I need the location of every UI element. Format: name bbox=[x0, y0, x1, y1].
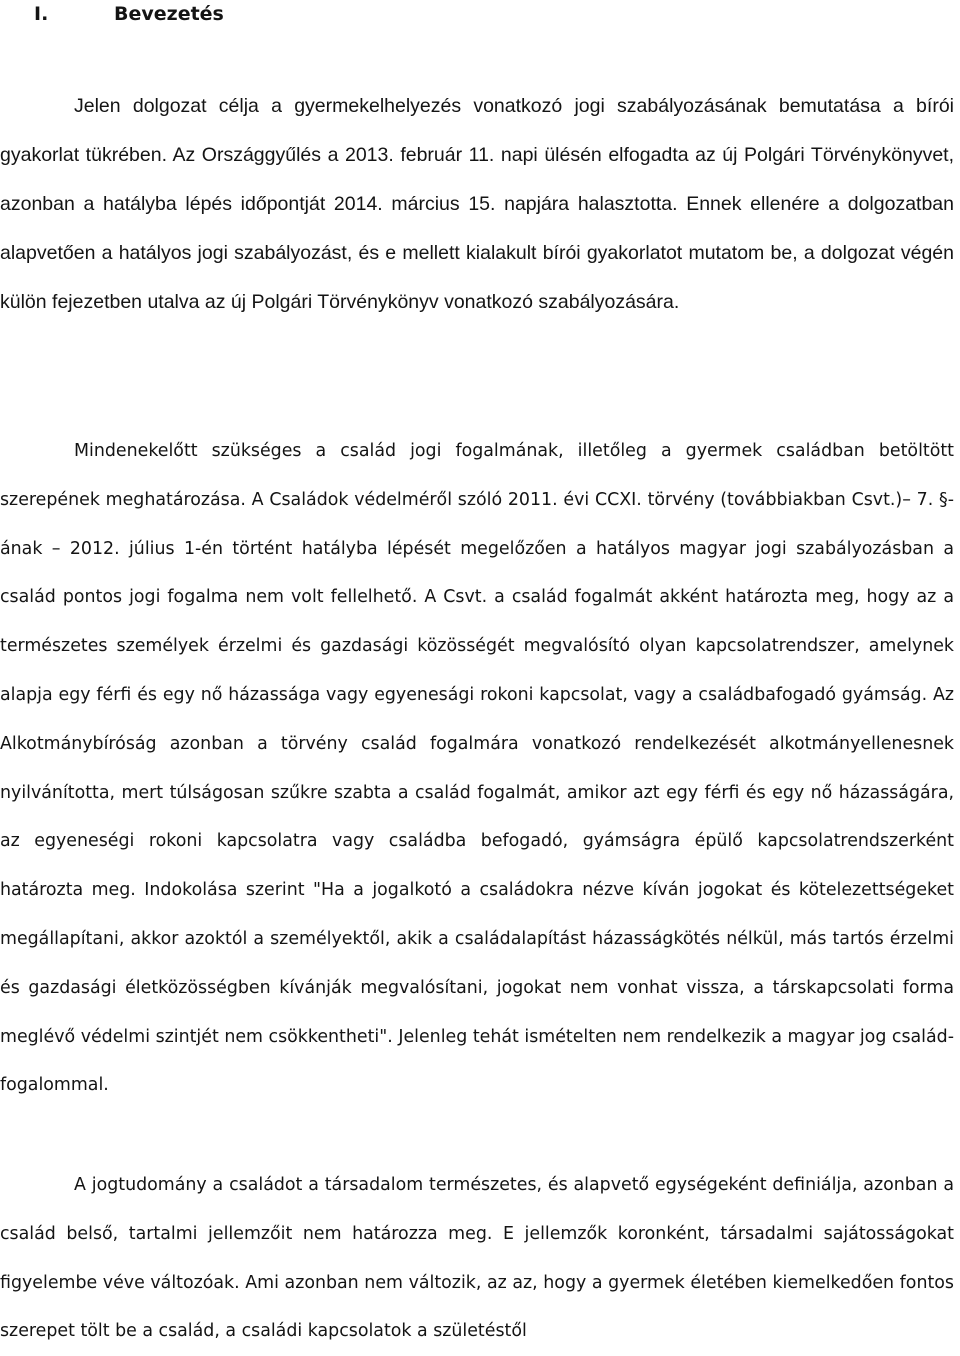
paragraph-text: Mindenekelőtt szükséges a család jogi fogalmának, illetőleg a gyermek családban betöltött szerepének meghatározása. A Családok védelméről szóló 2011. évi CCXI. törvény (továbbiakban Csvt.)– 7. §-ának – 2012. július 1-én történt hatályba lépését megelőzően a hatályos magyar jogi szabályozásban a család pontos jogi fogalma nem volt fellelhető. A Csvt. a család fogalmát akként határozta meg, hogy az a természetes személyek érzelmi és gazdasági közösségét megvalósító olyan kapcsolatrendszer, amelynek alapja egy férfi és egy nő házassága vagy egyenesági rokoni kapcsolat, vagy a családbafogadó gyámság. Az Alkotmánybíróság azonban a törvény család fogalmára vonatkozó rendelkezését alkotmányellenesnek nyilvánította, mert túlságosan szűkre szabta a család fogalmát, amikor azt egy férfi és egy nő házasságára, az egyeneségi rokoni kapcsolatra vagy családba befogadó, gyámságra épülő kapcsolatrendszerként határozta meg. Indokolása szerint "Ha a jogalkotó a családokra nézve kíván jogokat és kötelezettségeket megállapítani, akkor azoktól a személyektől, akik a családalapítást házasságkötés nélkül, más tartós érzelmi és gazdasági életközösségben kívánják megvalósítani, jogokat nem vonhat vissza, a társkapcsolati forma meglévő védelmi szintjét nem csökkentheti". Jelenleg tehát ismételten nem rendelkezik a magyar jog család-fogalommal. bbox=[0, 441, 954, 1096]
section-heading bbox=[0, 0, 960, 34]
paragraph-jurisprudence bbox=[0, 1161, 954, 1356]
section-number: I. bbox=[34, 3, 49, 25]
paragraph-family-definition bbox=[0, 427, 954, 1110]
paragraph-intro bbox=[0, 82, 954, 327]
section-title: Bevezetés bbox=[114, 3, 224, 25]
paragraph-text: Jelen dolgozat célja a gyermekelhelyezés vonatkozó jogi szabályozásának bemutatása a bírói gyakorlat tükrében. Az Országgyűlés a 2013. február 11. napi ülésén elfogadta az új Polgári Törvénykönyvet, azonban a hatályba lépés időpontját 2014. március 15. napjára halasztotta. Ennek ellenére a dolgozatban alapvetően a hatályos jogi szabályozást, és e mellett kialakult bírói gyakorlatot mutatom be, a dolgozat végén külön fejezetben utalva az új Polgári Törvénykönyv vonatkozó szabályozására. bbox=[0, 95, 954, 313]
paragraph-text: A jogtudomány a családot a társadalom természetes, és alapvető egységeként definiálja, azonban a család belső, tartalmi jellemzőit nem határozza meg. E jellemzők koronként, társadalmi sajátosságokat figyelembe véve változóak. Ami azonban nem változik, az az, hogy a gyermek életében kiemelkedően fontos szerepet tölt be a család, a családi kapcsolatok a születéstől bbox=[0, 1175, 954, 1342]
